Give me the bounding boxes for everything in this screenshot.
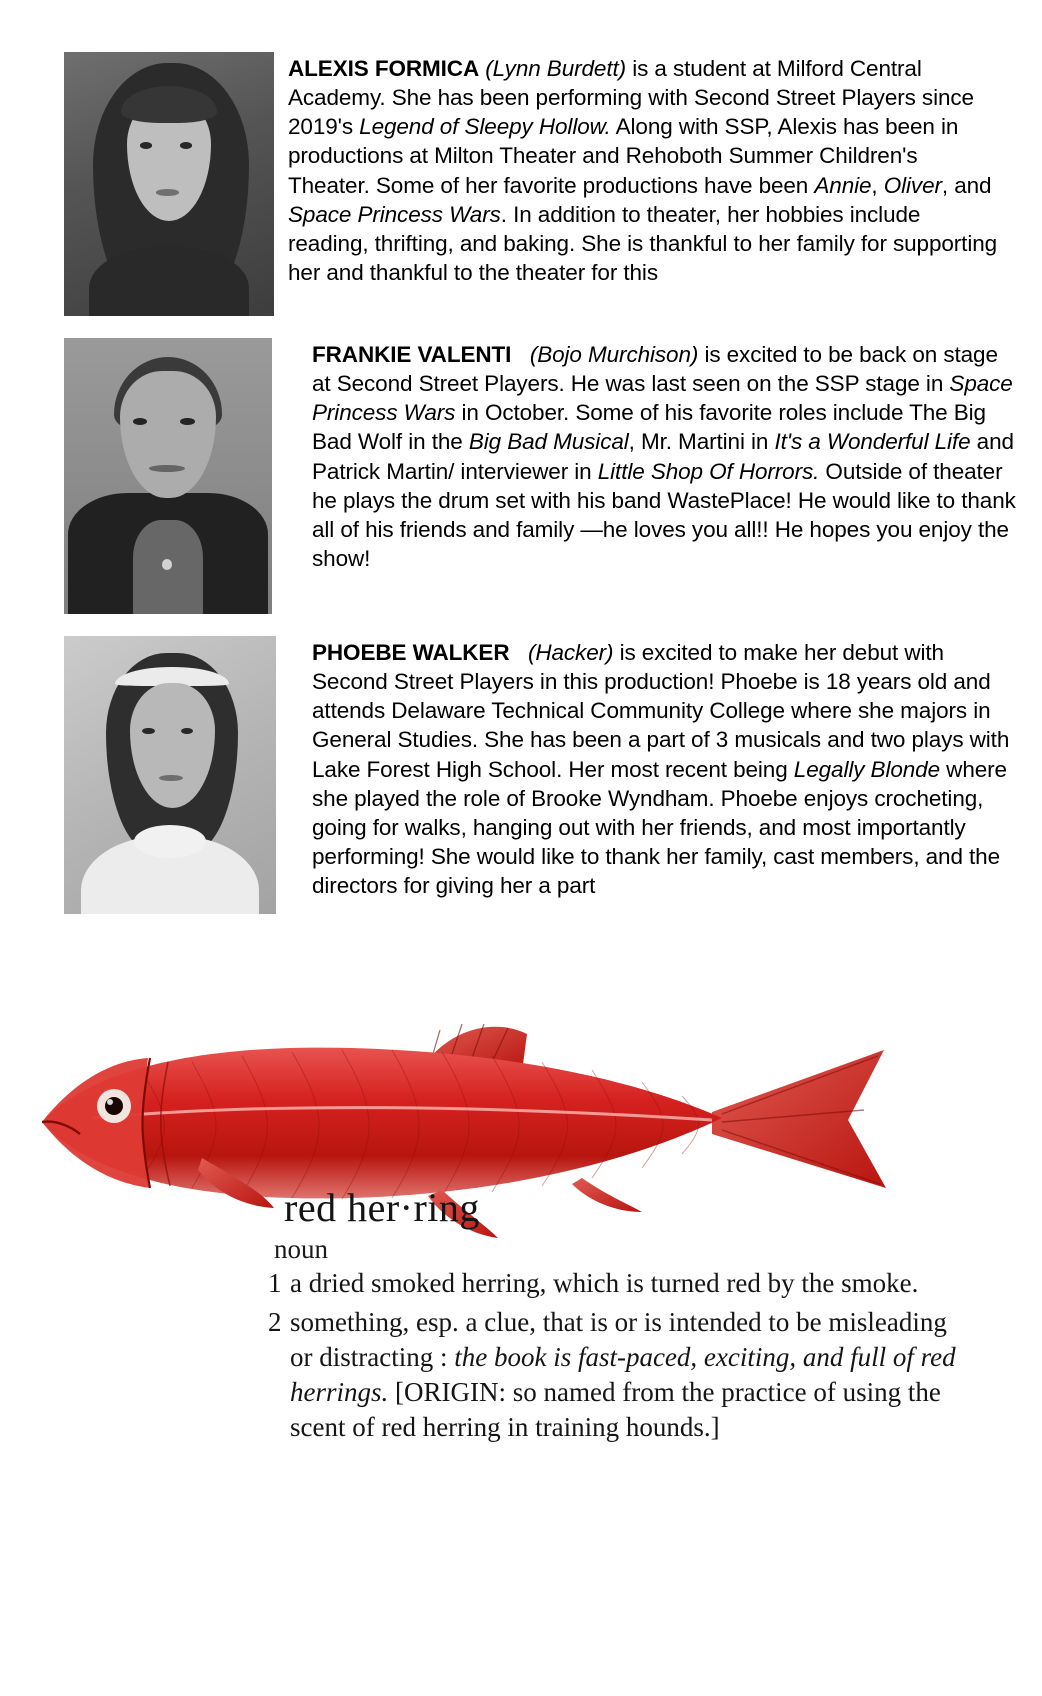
bio-body: is a student at Milford Central Academy. She has been performing with Second Street Players since 2019's Legend of Sleepy Hollow. Along with SSP, Alexis has been in productions at Milton Theater and Rehoboth Summer Children's Theater. Some of her favorite productions have been Annie, Oliver, and Space Princess Wars. In addition to theater, her hobbies include reading, thrifting, and baking. She is thankful to her family for supporting her and thankful to the theater for this xyxy=(288,56,998,285)
bio-role: (Hacker) xyxy=(527,640,614,665)
bio-body: is excited to be back on stage at Second Street Players. He was last seen on the SSP stage in Space Princess Wars in October. Some of his favorite roles include The Big Bad Wolf in the Big Bad Musical, Mr. Martini in It's a Wonderful Life and Patrick Martin/ interviewer in Little Shop Of Horrors. Outside of theater he plays the drum set with his band WastePlace! He would like to thank all of his friends and family —he loves you all!! He hopes you enjoy the show! xyxy=(312,342,1016,571)
bio-role: (Lynn Burdett) xyxy=(485,56,627,81)
document-page xyxy=(0,52,1042,1696)
bio-entry xyxy=(0,636,1042,914)
definition-item xyxy=(268,1266,968,1301)
red-herring-headword: red her·ring xyxy=(284,1185,480,1230)
bio-name: PHOEBE WALKER xyxy=(312,640,510,665)
frankie-valenti-headshot xyxy=(64,338,272,614)
red-herring-definitions xyxy=(268,1266,968,1449)
bio-body: is excited to make her debut with Second Street Players in this production! Phoebe is 18 years old and attends Delaware Technical Community College where she majors in General Studies. She has been a part of 3 musicals and two plays with Lake Forest High School. Her most recent being Legally Blonde where she played the role of Brooke Wyndham. Phoebe enjoys crocheting, going for walks, hanging out with her friends, and most importantly performing! She would like to thank her family, cast members, and the directors for giving her a part xyxy=(312,640,1010,898)
bio-role: (Bojo Murchison) xyxy=(529,342,699,367)
bio-text-alexis-formica xyxy=(288,52,1042,287)
definition-text: a dried smoked herring, which is turned red by the smoke. xyxy=(290,1268,919,1298)
portrait-illustration xyxy=(64,338,272,614)
definition-number: 1 xyxy=(268,1268,282,1298)
portrait-illustration xyxy=(64,636,276,914)
definition-text: something, esp. a clue, that is or is intended to be misleading or distracting : the book is fast-paced, exciting, and full of red herrings. [ORIGIN: so named from the practice of using the scent of red herring in training hounds.] xyxy=(290,1307,956,1443)
portrait-illustration xyxy=(64,52,274,316)
phoebe-walker-headshot xyxy=(64,636,276,914)
bio-name: FRANKIE VALENTI xyxy=(312,342,512,367)
bio-name: ALEXIS FORMICA xyxy=(288,56,480,81)
bio-entry xyxy=(0,338,1042,614)
red-herring-section xyxy=(0,1002,1042,1502)
bio-text-frankie-valenti xyxy=(312,338,1042,573)
bio-text-phoebe-walker xyxy=(312,636,1042,900)
definition-number: 2 xyxy=(268,1307,282,1338)
alexis-formica-headshot xyxy=(64,52,274,316)
bio-entry xyxy=(0,52,1042,316)
red-herring-part-of-speech: noun xyxy=(274,1234,328,1264)
definition-item xyxy=(268,1305,968,1445)
